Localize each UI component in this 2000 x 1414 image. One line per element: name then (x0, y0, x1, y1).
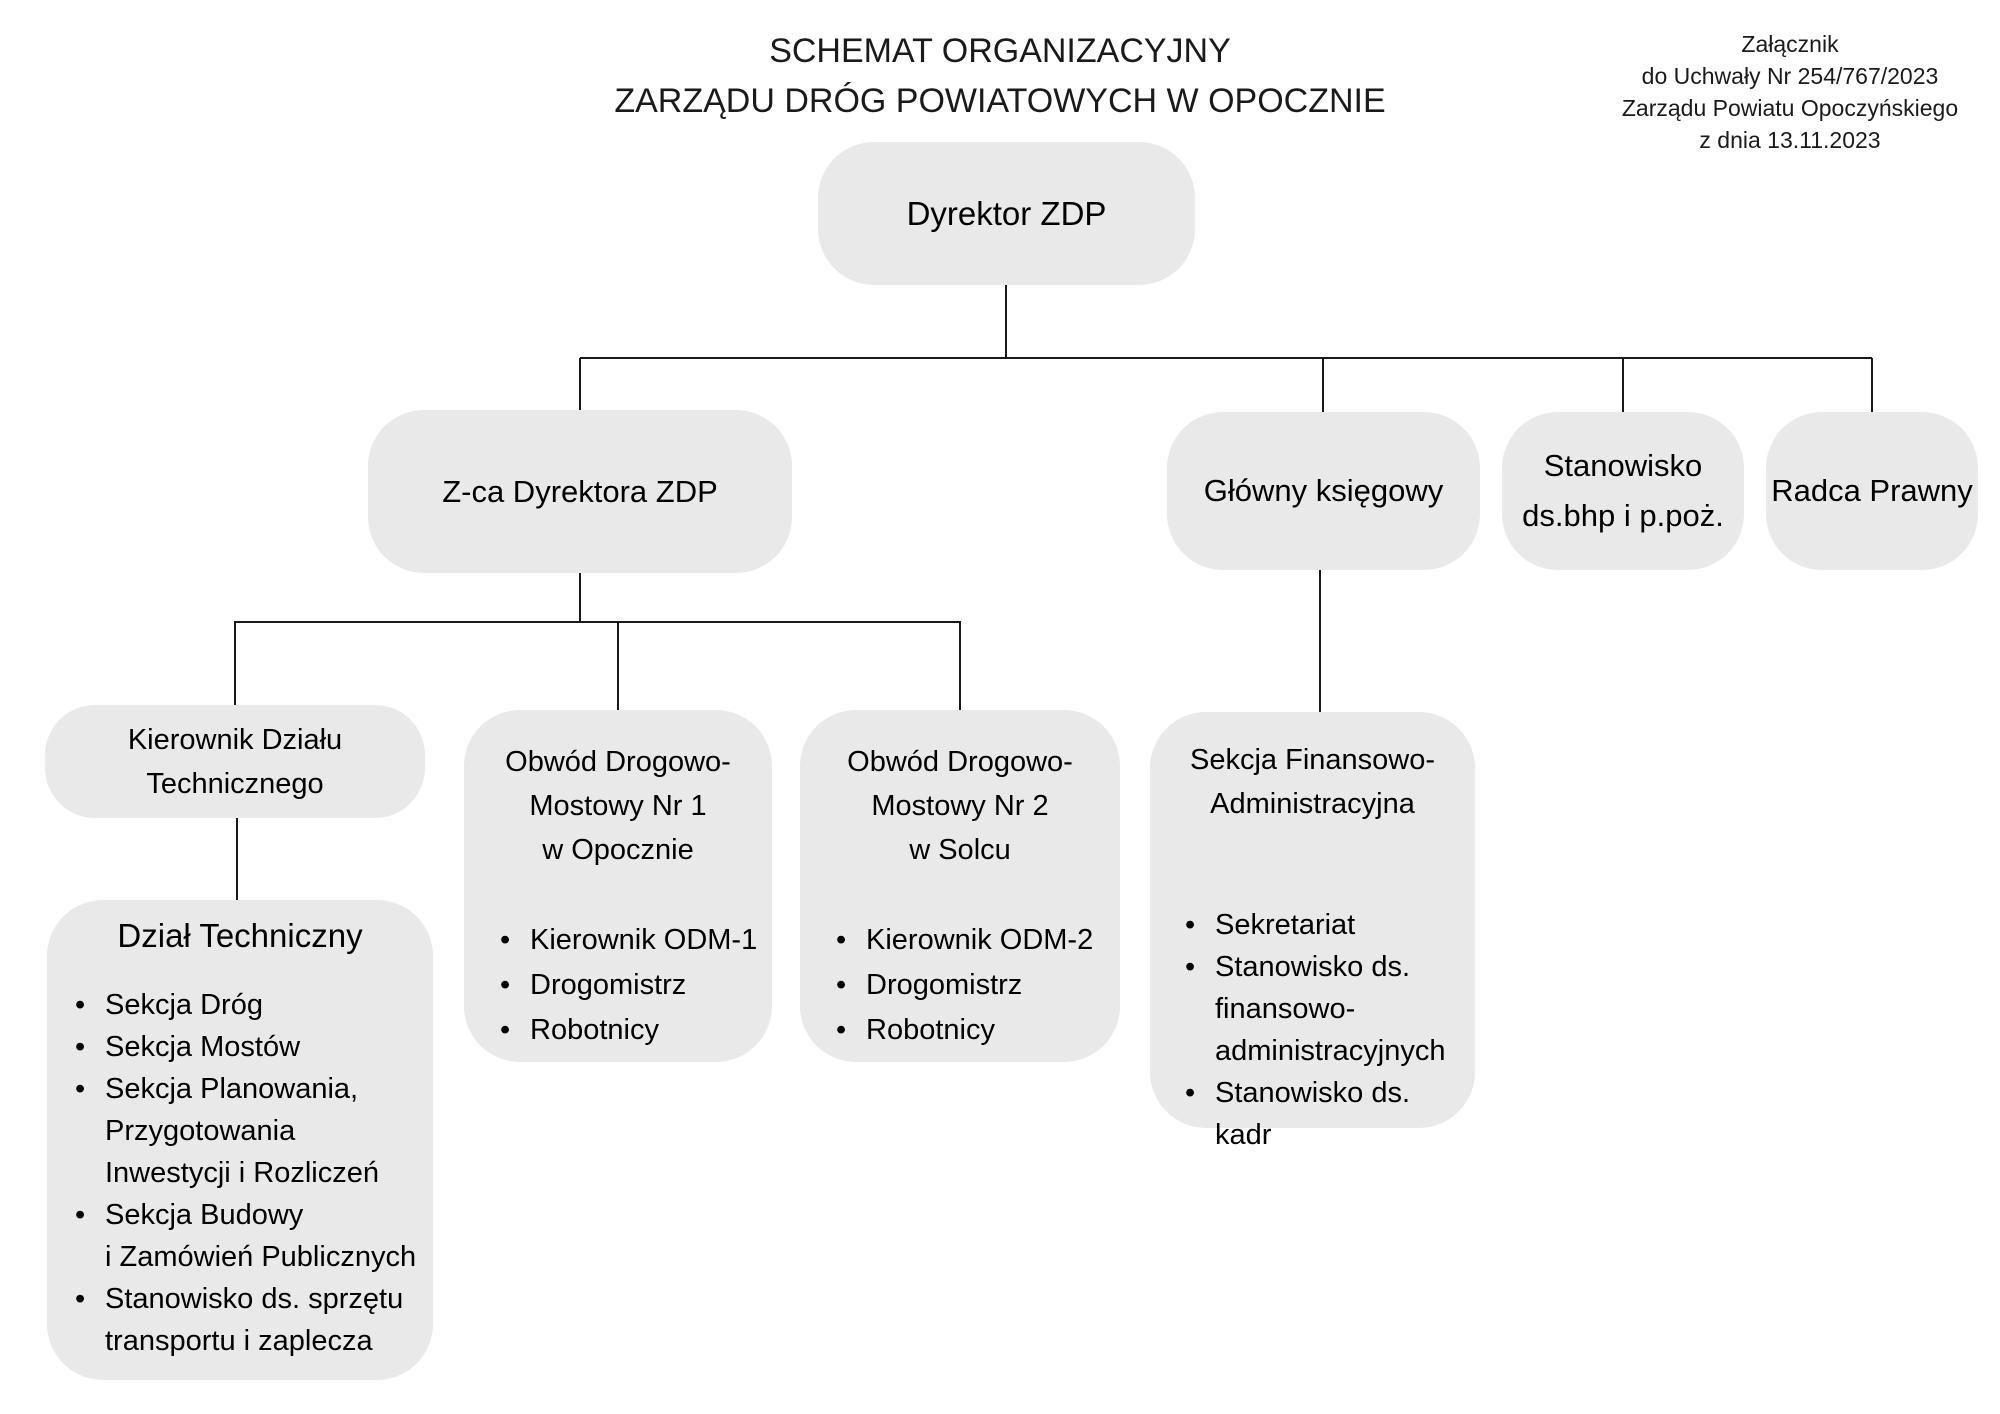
text-line: • Robotnicy (866, 1014, 995, 1046)
text-line: ds.bhp i p.poż. (1522, 498, 1724, 533)
bullet-list (47, 984, 433, 1362)
text-line: Główny księgowy (1203, 473, 1444, 508)
org-node-road-bridge-district-2 (800, 710, 1120, 1062)
text-line: Załącznik (1741, 31, 1839, 57)
list-item (826, 1008, 1110, 1053)
list-item (490, 963, 762, 1008)
text-line: z dnia 13.11.2023 (1699, 127, 1881, 153)
org-node-chief-accountant (1167, 412, 1480, 570)
list-item (826, 963, 1110, 1008)
list-item (826, 918, 1110, 963)
text-line: Stanowisko (1543, 448, 1703, 483)
node-title (1204, 473, 1443, 509)
text-line: Dział Techniczny (117, 917, 363, 954)
text-line: Obwód Drogowo- (847, 746, 1073, 778)
text-line: • Drogomistrz (530, 969, 687, 1001)
text-line: • Stanowisko ds. kadr (1215, 1077, 1411, 1151)
org-node-health-safety-fire (1502, 412, 1744, 570)
bullet-list (464, 918, 772, 1053)
text-line: administracyjnych (1215, 1035, 1446, 1067)
text-line: do Uchwały Nr 254/767/2023 (1641, 63, 1939, 89)
text-line: i Zamówień Publicznych (105, 1241, 417, 1273)
text-line: • Kierownik ODM-2 (866, 924, 1094, 956)
text-line: • Sekcja Dróg (105, 989, 263, 1021)
node-title (1150, 712, 1475, 826)
node-title (464, 710, 772, 872)
text-line: • Stanowisko ds. sprzętu (105, 1283, 404, 1315)
text-line: Sekcja Finansowo- (1190, 744, 1435, 776)
list-item (1175, 946, 1469, 1072)
node-title (1771, 473, 1973, 509)
text-line: w Solcu (909, 834, 1011, 866)
bullet-list (1150, 904, 1475, 1156)
node-title (1522, 441, 1724, 541)
text-line: Przygotowania (105, 1115, 296, 1147)
list-item (1175, 1072, 1469, 1156)
node-title (800, 710, 1120, 872)
text-line: Obwód Drogowo- (505, 746, 731, 778)
text-line: Technicznego (146, 767, 324, 800)
org-node-finance-admin-section (1150, 712, 1475, 1151)
text-line: Z-ca Dyrektora ZDP (442, 473, 718, 509)
org-node-road-bridge-district-1 (464, 710, 772, 1062)
list-item (65, 1068, 427, 1194)
text-line: SCHEMAT ORGANIZACYJNY (769, 32, 1231, 70)
node-title (47, 900, 433, 958)
text-line: • Sekcja Planowania, (105, 1073, 359, 1105)
text-line: ZARZĄDU DRÓG POWIATOWYCH W OPOCZNIE (614, 82, 1386, 120)
text-line: Zarządu Powiatu Opoczyńskiego (1621, 95, 1959, 121)
org-node-technical-dept (47, 900, 433, 1380)
text-line: w Opocznie (542, 834, 694, 866)
list-item (65, 1026, 427, 1068)
text-line: finansowo- (1215, 993, 1356, 1025)
list-item (65, 1278, 427, 1362)
text-line: Inwestycji i Rozliczeń (105, 1157, 379, 1189)
text-line: • Drogomistrz (866, 969, 1023, 1001)
text-line: Administracyjna (1210, 788, 1415, 820)
text-line: • Robotnicy (530, 1014, 659, 1046)
text-line: transportu i zaplecza (105, 1325, 373, 1357)
text-line: • Sekcja Budowy (105, 1199, 304, 1231)
list-item (65, 984, 427, 1026)
node-title (442, 474, 718, 510)
org-node-technical-dept-manager (45, 705, 425, 818)
text-line: Mostowy Nr 2 (871, 790, 1049, 822)
org-node-director (818, 142, 1195, 285)
text-line: • Sekretariat (1215, 909, 1356, 941)
list-item (1175, 904, 1469, 946)
node-title (907, 195, 1107, 233)
text-line: Kierownik Działu (127, 723, 343, 756)
node-title (128, 718, 342, 806)
list-item (490, 918, 762, 963)
text-line: • Sekcja Mostów (105, 1031, 301, 1063)
bullet-list (800, 918, 1120, 1053)
text-line: Mostowy Nr 1 (529, 790, 707, 822)
text-line: Radca Prawny (1771, 473, 1973, 508)
text-line: • Stanowisko ds. (1215, 951, 1411, 983)
org-node-deputy-director (368, 410, 792, 573)
org-node-legal-counsel (1766, 412, 1978, 570)
text-line: Dyrektor ZDP (906, 194, 1107, 232)
list-item (65, 1194, 427, 1278)
list-item (490, 1008, 762, 1053)
text-line: • Kierownik ODM-1 (530, 924, 758, 956)
